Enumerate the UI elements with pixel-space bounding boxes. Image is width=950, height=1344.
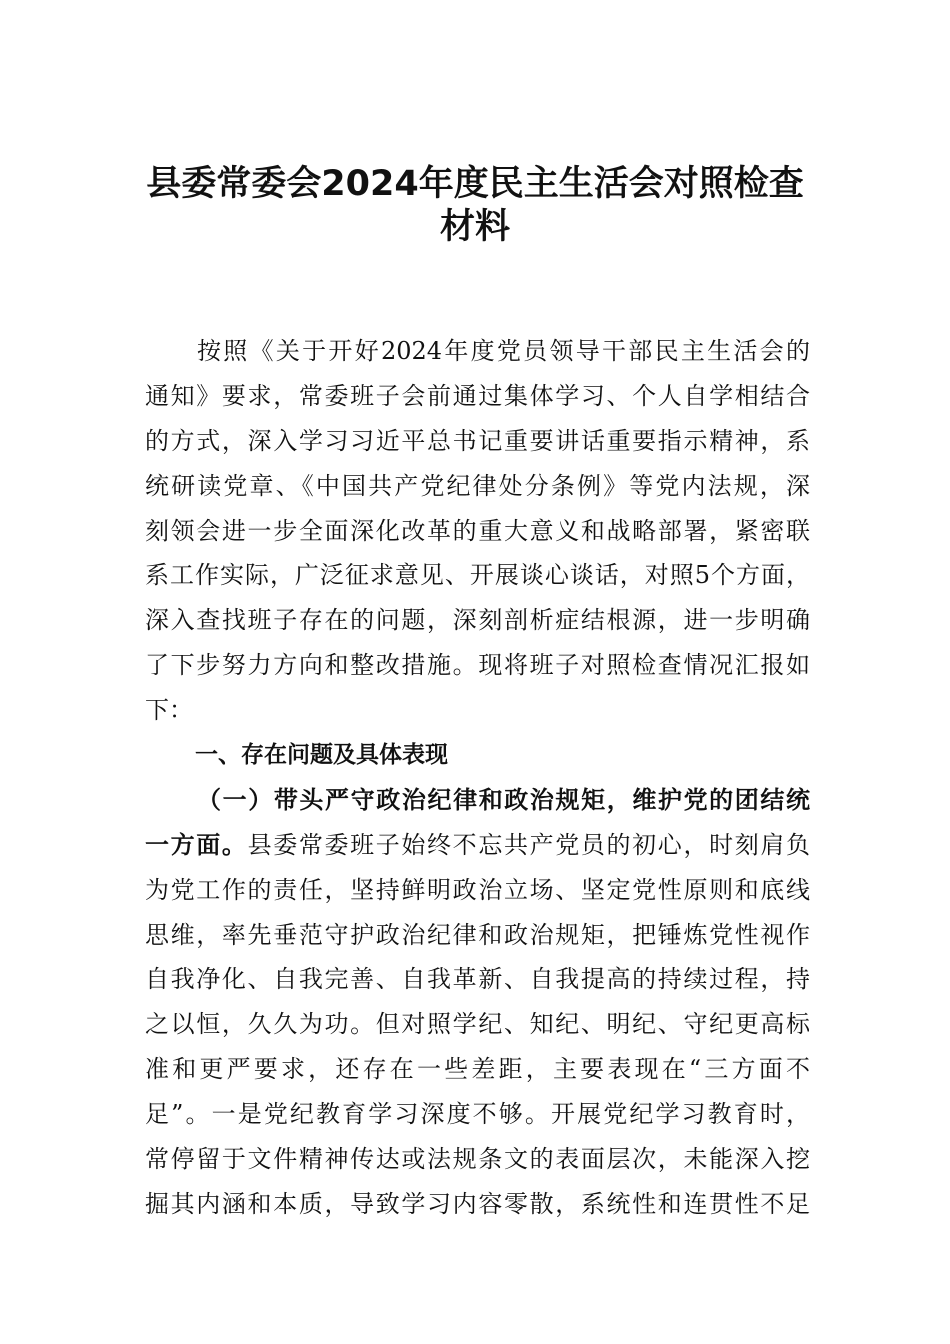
intro-line: 深入查找班子存在的问题，深刻剖析症结根源，进一步明确	[145, 606, 810, 635]
subsection-line: 之以恒，久久为功。但对照学纪、知纪、明纪、守纪更高标	[145, 1010, 810, 1039]
document-body	[145, 329, 810, 1227]
intro-line: 了下步努力方向和整改措施。现将班子对照检查情况汇报如	[145, 651, 810, 680]
intro-line: 的方式，深入学习习近平总书记重要讲话重要指示精神，系	[145, 426, 810, 455]
subsection-line: 思维，率先垂范守护政治纪律和政治规矩，把锤炼党性视作	[145, 920, 810, 949]
section-heading: 一、存在问题及具体表现	[195, 742, 448, 769]
intro-line: 通知》要求，常委班子会前通过集体学习、个人自学相结合	[145, 381, 810, 410]
intro-line: 刻领会进一步全面深化改革的重大意义和战略部署，紧密联	[145, 516, 810, 545]
intro-line: 下：	[145, 696, 193, 725]
subsection-line: 为党工作的责任，坚持鲜明政治立场、坚定党性原则和底线	[145, 875, 810, 904]
subsection-heading-line-1: （一）带头严守政治纪律和政治规矩，维护党的团结统	[197, 784, 810, 814]
subsection-heading-line-2: 一方面。	[145, 829, 248, 859]
intro-line: 系工作实际，广泛征求意见、开展谈心谈话，对照5个方面，	[145, 561, 810, 590]
intro-line: 按照《关于开好2024年度党员领导干部民主生活会的	[197, 337, 810, 365]
subsection-line: 掘其内涵和本质，导致学习内容零散，系统性和连贯性不足	[145, 1189, 810, 1218]
subsection-line: 常停留于文件精神传达或法规条文的表面层次，未能深入挖	[145, 1145, 810, 1174]
document-title-line-2: 材料	[439, 207, 510, 247]
subsection-line: 足”。一是党纪教育学习深度不够。开展党纪学习教育时，	[145, 1100, 810, 1129]
subsection-text: 县委常委班子始终不忘共产党员的初心，时刻肩负	[247, 830, 811, 859]
subsection-line-2	[145, 823, 810, 868]
subsection-line: 准和更严要求，还存在一些差距，主要表现在“三方面不	[145, 1055, 810, 1084]
subsection-line: 自我净化、自我完善、自我革新、自我提高的持续过程，持	[145, 965, 810, 994]
document-title-line-1: 县委常委会2024年度民主生活会对照检查	[146, 164, 804, 204]
intro-line: 统研读党章、《中国共产党纪律处分条例》等党内法规，深	[145, 471, 810, 500]
